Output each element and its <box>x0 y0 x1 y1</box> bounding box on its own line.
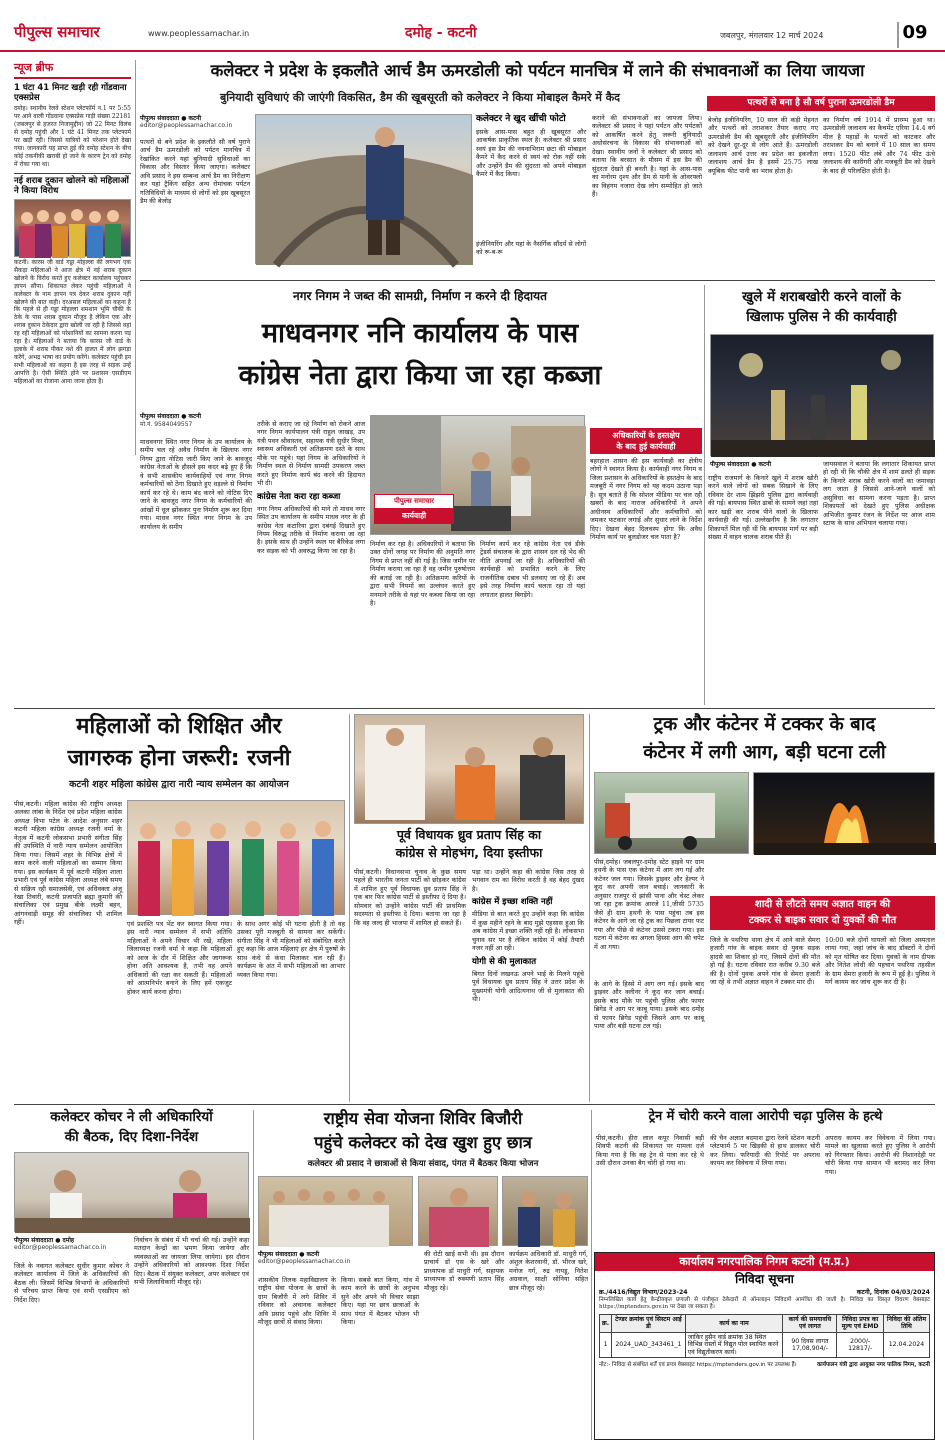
truck-col-1: पीसं,दमोह। जबलपुर-दमोह स्टेट हाइवे पर ग्राम हथनी के पास एक कंटेनर में आग लग गई और कंटेनर जल गया। जिसके ड्राइवर और हेल्पर ने कूद कर अपनी जान बचाई। जानकारी के अनुसार राजपुर से झांसी पाना और चेस्ट लेकर जा रहा ट्रक क्रमांक आरजे 11,जीसी 5735 जैसे ही ग्राम हथनी के पास पहुंचा तब इस कंटेनर के आगे जा रहे ट्रक का पिछला टायर फट गया और पीछे से कंटेनर उससे टकरा गया। इस घटना में कंटेनर का अगला हिस्सा आग की चपेट में आ गया। <box>594 858 707 951</box>
accident-col-1: जिले के पथरिया थाना क्षेत्र में आने वाले सेमरा हजारी गांव के बाइक सवार दो युवक सड़क हादसे का शिकार हो गए, जिसमें दोनों की मौत हो गई है। घटना रविवार रात करीब 9.30 बजे की है। दोनों युवक अपने गांव से सेमरा हजारी जा रहे थे तभी अज्ञात वाहन ने टक्कर मार दी। <box>710 936 823 987</box>
nss-photo-1 <box>258 1176 413 1246</box>
nss-col-1: शासकीय तिलक महाविद्यालय के राष्ट्रीय सेवा योजना के छात्रों के ग्राम बिजौरी में लगे शिविर में रविवार को अचानक कलेक्टर अवि प्रसाद पहुंचे और शिविर में मौजूद छात्रों से संवाद किया। <box>258 1276 339 1327</box>
police-col-1: राष्ट्रीय राजमार्ग के किनारे खुले में शराब खोरी करने वाले लोगों को सबक सिखाने के लिए रविवार देर शाम झिंझरी पुलिस द्वारा कार्यवाही की गई। बायपास स्थित ढाबों के सामने जहां तहां कार खड़ी कर शराब पीने वालों के खिलाफ कार्यवाही की गई। उल्लेखनीय है कि लगातार शिकायतें मिल रही थीं कि बायपास मार्ग पर बड़ी संख्या में वाहन चालक शराब पीते हैं। <box>708 474 821 542</box>
ex-mla-col-2b: मीडिया से बात करते हुए उन्होंने कहा कि कांग्रेस में कुछ महीने रहने के बाद मुझे एहसास हुआ कि अब कांग्रेस में इच्छा शक्ति नहीं रही है। लोकसभा चुनाव सर पर है लेकिन कांग्रेस में कोई तैयारी नजर नहीं आ रही। <box>472 910 584 953</box>
collector-at-dam-photo <box>256 115 473 265</box>
action-badge-label: कार्यवाही <box>375 508 453 523</box>
burnt-truck-photo <box>595 773 750 855</box>
women-col-3: के साथ अगर कोई भी घटना होती है तो वह उसका पूरी मजबूती से सामना कर सकेंगी। संगीता सिंह ने भी महिलाओं को संबोधित करते हुए कहा कि आज महिलाएं हर क्षेत्र में पुरुषों के साथ कंधे से कंधा मिलाकर चल रही हैं। कार्यक्रम के अंत में सभी महिलाओं का आभार व्यक्त किया गया। <box>237 920 348 979</box>
tender-cell: 1 <box>600 1332 612 1357</box>
train-theft-col-2: की चैन अज्ञात बदमाश द्वारा रेलवे स्टेशन कटनी प्लेटफार्म 5 पर खिड़की से हाथ डालकर चोरी कर लिया। फरियादी की रिपोर्ट पर अपराध कायम कर विवेचना में लिया गया। <box>710 1134 823 1168</box>
officials-box-body: बहरहाल शासन की इस कार्यवाही का क्षेत्रीय लोगों ने स्वागत किया है। कार्यवाही नगर निगम व जिला प्रशासन के अधिकारियों के हस्तक्षेप के बाद मजबूरी में नगर निगम को यह कदम उठाना पड़ा है। सूत्र बताते हैं कि सोशल मीडिया पर चल रही खबरों के बाद नाराज अधिकारियों ने अपने अधीनस्थ अधिकारियों और कर्मचारियों को जमकर फटकार लगाई और सुधार लाने के निर्देश दिए। देखना बेहद दिलचस्प होगा कि अवैध निर्माण कार्य पर बुलडोजर चल पाता है? <box>590 457 702 542</box>
officials-box-heading-1: अधिकारियों के हस्तक्षेप <box>612 431 680 440</box>
madhavnagar-byline-text: पीपुल्स संवाददाता ● कटनी <box>140 413 202 420</box>
dam-col-3: इंजीनियरिंग और यहां के नैसर्गिक सौंदर्य से लोगों को रू-ब-रू <box>476 240 589 257</box>
kochar-headline-2: की बैठक, दिए दिशा-निर्देश <box>64 1129 199 1145</box>
truck-headline-2: कंटेनर में लगी आग, बड़ी घटना टली <box>643 742 886 763</box>
officials-box-heading-2: के बाद हुई कार्यवाही <box>616 442 676 451</box>
tender-col-header: निविदा प्रपत्र का मूल्य एवं EMD <box>837 1314 883 1332</box>
collector-with-students-photo <box>503 1177 589 1247</box>
tender-col-header: टेण्डर क्रमांक एवं सिस्टम आई डी <box>612 1314 686 1332</box>
truck-headline-1: ट्रक और कंटेनर में टक्कर के बाद <box>653 714 876 735</box>
masthead <box>0 0 945 52</box>
brief-2-body: कटनी। कारस जी वार्ड गड्डा मोहल्ला की लगभग एक सैकड़ा महिलाओं ने आज क्षेत्र में नई शराब दुकान खोलने के विरोध करते हुए कलेक्टर कार्यालय पहुंचकर ज्ञापन सौंपा। शिकायत लेकर पहुंची महिलाओं ने कलेक्टर के नाम ज्ञापन पत्र देकर शराब दुकान नहीं खोलने की बात कही। दरअसल महिलाओं का कहना है कि पहले से ही गड्डा मोहल्ला शमशान भूमि चौकी के ठेके के पास शराब दुकान मौजूद है लेकिन एक और शराब दुकान ठेकेदार द्वारा खोली जा रही है जिससे वहां रह रही महिलाओं को परेशानियों का सामना करना पड़ रहा है। महिलाओं ने बताया कि कारस जी वार्ड के इलाके में शराब पीकर नशे की हालत में लोग झगड़ा करेंगे, अभद्र भाषा का प्रयोग करेंगे। कलेक्टर पहुंची इन सभी महिलाओं का कहना है इस तरह से सड़क उन्हें आपत्ति है। ऐसी स्थिति होने पर प्रशासन एसडीएम महिलाओं का रोजाना आना जाना होता है। <box>14 259 131 385</box>
officials-box-heading <box>590 428 702 454</box>
dam-article-headline: कलेक्टर ने प्रदेश के इकलौते आर्च डैम ऊमरडोली को पर्यटन मानचित्र में लाने की संभावनाओं का लिया जायजा <box>210 61 865 80</box>
nss-byline <box>258 1250 413 1265</box>
police-headline-2: खिलाफ पुलिस ने की कार्यवाही <box>746 309 897 325</box>
ex-mla-photo <box>354 714 584 824</box>
truck-col-2-visible: के आगे के हिस्से में आग लग गई। इसके बाद ड्राइवर और क्लीनर ने कूद कर जान बचाई। इसके बाद मौके पर पहुंची पुलिस और फायर ब्रिगेड ने आग पर काबू पाया। इसके बाद दमोह से फायर ब्रिगेड पहुंची जिसने आग पर काबू पाया और बड़ी घटना टल गई। <box>594 980 707 1031</box>
nss-col-3: की रोटी खाई सभी थी। इस दौरान प्राचार्य डॉ एस के खरे और प्राध्यापक डॉ माधुरी गर्ग, सहायक प्राध्यापक डॉ रुक्मणी प्रताप सिंह मौजूद रहे। <box>424 1250 507 1292</box>
madhavnagar-col-4: निर्माण कार्य कर रहे कांग्रेस नेता एवं डीके ट्रेडर्स संचालक के द्वारा शासन दल रहे भेद की नीति अपनाई जा रही है। अधिकारियों की कार्यवाही को प्रभावित करने के लिए राजनीतिक दबाव भी डलवाए जा रहे हैं। अब इसे तरह निर्माण कार्य चलता रहा तो यहां लगातार हालत बिगड़ेंगे। <box>480 540 588 599</box>
students-group-photo <box>259 1177 414 1247</box>
brief-2-headline: नई शराब दुकान खोलने को महिलाओं ने किया विरोध <box>14 173 131 196</box>
ex-mla-headline-2: कांग्रेस से मोहभंग, दिया इस्तीफा <box>395 845 543 860</box>
nss-headline-2: पहुंचे कलेक्टर को देख खुश हुए छात्र <box>314 1133 532 1152</box>
madhavnagar-col-2: तरीके से कराए जा रहे निर्माण को रोकने आज नगर निगम कार्यपालन यंत्री राहुल जाखड़, उप यंत्री पवन श्रीवास्तव, सहायक यंत्री सुधीर मिश्रा, स्वास्थ्य अधिकारी एवं अतिक्रमण दस्ते के साथ मौके पर पहुंचे। यहां निगम के अधिकारियों ने निर्माण स्थल से निर्माण सामग्री उपकरण जब्त करते हुए निर्माण कार्य बंद करने की हिदायत भी दी। <box>257 420 365 488</box>
truck-photo-2 <box>753 772 935 854</box>
madhavnagar-headline-2: कांग्रेस नेता द्वारा किया जा रहा कब्जा <box>238 360 602 391</box>
madhavnagar-col-2-wrap <box>257 420 365 700</box>
news-brief-label: न्यूज ब्रीफ <box>14 60 131 79</box>
brief-1-body: दमोह। स्थानीय रेलवे स्टेशन प्लेटफॉर्म न.1 पर 5:55 पर आने वाली गोंडवाना एक्सप्रेस गाड़ी संख्या 22181 (जबलपुर से हजरत निजामुद्दीन) जो 22 मिनट विलंब से दमोह पहुंची और 1 घंटे 41 मिनट तक प्लेटफार्म पर खड़ी रही। जिससे यात्रियों को परेशान होते देखा गया। जानकारी यह प्राप्त हुई की दमोह स्टेशन के बीच कोई तकनीकी खराबी हो जाने के कारण ट्रेन को दमोह में रोका गया था। <box>14 105 131 168</box>
nss-byline-text: पीपुल्स संवाददाता ● कटनी <box>258 1251 320 1258</box>
tender-date: कटनी, दिनांक 04/03/2024 <box>856 1289 930 1296</box>
action-badge-brand: पीपुल्स समाचार <box>393 497 435 505</box>
women-col-2: एवं प्रशस्ति पत्र भेंट कर स्वागत किया गया। इस नारी न्याय सम्मेलन में सभी अतिथि महिलाओं ने अपने विचार भी रखें, महिला जिलाध्यक्ष रजनी वर्मा ने कहा कि महिलाओं को आज के दौर में शिक्षित और जागरूक होना अति आवश्यक है, तभी वह अपने अधिकारों की रक्षा कर सकती हैं। महिलाओं को आत्मनिर्भर बनाने के लिए हमें एकजुट होकर कार्य करना होगा। <box>127 920 235 996</box>
fire-at-night-photo <box>754 773 936 855</box>
kochar-headline-1: कलेक्टर कोचर ने ली अधिकारियों <box>50 1109 213 1125</box>
night-police-raid-photo <box>711 335 935 457</box>
dam-caption-body: इसके आस-पास बहुत ही खूबसूरत और आकर्षक प्राकृतिक स्थल है। कलेक्टर श्री प्रसाद स्वयं इस डैम की नयनाभिराम छटा की मोबाइल कैमरे में कैद करने से स्वयं को रोक नहीं सके और उन्होंने डैम की सुंदरता को अपने मोबाइल कैमरे में कैद किया। <box>476 127 586 179</box>
tender-office-heading: कार्यालय नगरपालिक निगम कटनी (म.प्र.) <box>595 1253 934 1271</box>
tender-title: निविदा सूचना <box>735 1272 794 1286</box>
madhavnagar-col-3: निर्माण कर रहा है। अधिकारियों ने बताया कि उक्त दोनों जगह पर निर्माण की अनुमति नगर निगम से प्राप्त नहीं की गई है। जिस जमीन पर निर्माण कराया जा रहा है वह जमीन पुरुषोत्तम की बताई जा रही है। अतिक्रमण करियों के द्वारा सभी नियमों का उल्लंघन करते हुए मनमाने तरीके से यहां पर कब्जा किया जा रहा है। <box>370 540 478 608</box>
kochar-photo <box>14 1152 249 1232</box>
dam-article-subhead: बुनियादी सुविधाएं की जाएंगी विकसित, डैम की खूबसूरती को कलेक्टर ने किया मोबाइल कैमरे में कैद <box>219 91 621 104</box>
nss-photo-3 <box>502 1176 588 1246</box>
nss-col-2: किया। सबसे बात किया, गांव में काम करने के छात्रों के अनुभव सुने और अपने भी विचार साझा किए। यहां पर छात्र छात्राओं के साथ पंगत में बैठकर भोजन भी किया। <box>341 1276 422 1327</box>
truck-photo-1 <box>594 772 749 854</box>
tender-intro: निम्नलिखित कार्य हेतु केन्द्रीयकृत प्रणाली से पंजीकृत ठेकेदारों से ऑनलाइन निविदायें आमंत्रित की जाती है। निविदा का विस्तृत विवरण वेबसाइट https://mptenders.gov.in पर देखा जा सकता है। <box>599 1297 932 1310</box>
nss-subhead: कलेक्टर श्री प्रसाद ने छात्राओं से किया संवाद, पंगत में बैठकर किया भोजन <box>307 1159 539 1169</box>
kochar-col-1: जिले के नवागत कलेक्टर सुधीर कुमार कोचर ने कलेक्टर कार्यालय में जिले के अधिकारियों की बैठक ली। जिसमें विभिन्न विभागों के अधिकारियों से परिचय प्राप्त किया एवं सभी एसडीएम को निर्देश दिए। <box>14 1262 132 1304</box>
page-number: 09 <box>897 22 931 48</box>
kochar-byline-text: पीपुल्स संवाददाता ● दमोह <box>14 1237 75 1244</box>
ex-mla-subhead-2: योगी से की मुलाकात <box>472 956 537 967</box>
kochar-col-2: निर्वाचन के संबंध में भी चर्चा की गई। उन्होंने कहा मतदान केन्द्रों का भ्रमण किया जायेगा और व्यवस्थाओं का जायजा लिया जायेगा। इस दौरान उन्होंने अधिकारियों को आवश्यक दिशा निर्देश दिए। बैठक में संयुक्त कलेक्टर, अपर कलेक्टर एवं सभी जिलाधिकारी मौजूद रहे। <box>134 1236 252 1287</box>
nss-col-4: कार्यक्रम अधिकारी डॉ. माधुरी गर्ग, अंशुल केशरवानी, डॉ. भीरज खरे, मनोज गर्ग, रुद्र नायडू, नितेश अग्रवाल, साक्षी सोनिया सहित छात्र मौजूद रहे। <box>509 1250 591 1292</box>
dam-col-4: कराने की संभावनाओं का जायजा लिया। कलेक्टर श्री प्रसाद ने यहां पर्यटन और पर्यटकों को आकर्षित करने हेतु जरूरी बुनियादी अधोसंरचना के विकास की संभावनाओं को देखा। स्थानीय जनों ने कलेक्टर श्री प्रसाद को बताया कि बरसात के मौसम में इस डैम की सुंदरता देखते ही बनती है। यहां के आस-पास का मनोरम दृश्य और डैम से पानी के ओवरफ्लो का विहंगम नजारा देख लोग सम्मोहित हो जाते हैं। <box>592 114 705 199</box>
train-theft-col-3: अपराध कायम कर विवेचना में लिया गया। मामले का खुलासा करते हुए पुलिस ने आरोपी को गिरफ्तार किया। आरोपी की निशानदेही पर चोरी किया गया सामान भी बरामद कर लिया गया। <box>825 1134 938 1176</box>
table-row <box>600 1332 930 1357</box>
dam-caption-box <box>476 114 586 224</box>
accident-box-heading <box>710 896 935 930</box>
madhavnagar-subhead: कांग्रेस नेता करा रहा कब्जा <box>257 491 341 502</box>
website: www.peoplessamachar.in <box>148 29 250 38</box>
women-subhead: कटनी शहर महिला कांग्रेस द्वारा नारी न्याय सम्मेलन का आयोजन <box>69 779 289 790</box>
dam-box-col-1: बेजोड़ इंजीनियरिंग, 10 साल की कड़ी मेहनत और पत्थरों को तराशकर तैयार कराए गए ऊमरडोली डैम की खूबसूरती और इंजीनियरिंग को देखने दूर-दूर से लोग आते हैं। ऊमरडोली जलाशय आर्च उत्तर का प्रदेश का इकलौता जलाशय आर्च डैम है इसमें 25.75 लाख क्यूबिक फीट पानी का भराव होता है। <box>708 116 821 175</box>
ex-mla-col-2: पड़ा था। उन्होंने कहा की कांग्रेस जिस तरह से भगवान राम का विरोध करती है वह बेहद दुखद है। <box>472 868 584 893</box>
police-col-2: जायसवाल ने बताया कि लगातार शिकायत प्राप्त हो रही थी कि चौकी क्षेत्र में शाम ढलते ही सड़क के किनारे शराब खोरी करने वालों का जमावड़ा लग जाता है जिससे आने-जाने वालों को असुविधा का सामना करना पड़ता है। प्राप्त शिकायतों को देखते हुए पुलिस अधीक्षक अभिजीत कुमार रंजन के निर्देश पर आज शाम स्टाफ के साथ अभियान चलाया गया। <box>823 460 938 528</box>
protest-women-photo <box>15 200 132 258</box>
tender-cell: 12.04.2024 <box>883 1332 929 1357</box>
dam-byline-text: पीपुल्स संवाददाता ● कटनी <box>140 115 202 122</box>
tender-cell: 2024_UAD_343461_1 <box>612 1332 686 1357</box>
madhavnagar-kicker: नगर निगम ने जब्त की सामग्री, निर्माण न करने दी हिदायत <box>293 289 547 303</box>
ex-mla-meeting-photo <box>355 715 585 825</box>
tender-ref: क्र./4416/विद्युत विभाग/2023-24 <box>599 1289 688 1296</box>
meeting-photo <box>15 1153 250 1233</box>
officials-box <box>590 428 702 703</box>
tender-col-header: कार्य की समयावधि एवं लागत <box>783 1314 837 1332</box>
tender-footer-note: नोट:- निविदा से संबंधित शर्तें एवं प्रपत्र वेबसाइट https://mptenders.gov.in पर उपलब्ध हैं। <box>599 1362 797 1369</box>
women-col-1: पीसं,कटनी। महिला कांग्रेस की राष्ट्रीय अध्यक्ष अलका लांबा के निर्देश एवं प्रदेश महिला कांग्रेस अध्यक्ष विभा पटेल के आदेश अनुसार शहर कटनी महिला कांग्रेस अध्यक्ष रजनी वर्मा के नेतृत्व में कटनी लोकसभा प्रभारी संगीता सिंह की उपस्थिति में नारी न्याय सम्मेलन आयोजित किया गया। जिसमें शहर के विभिन्न क्षेत्रों में काम करने वाली महिलाओं का सम्मान किया गया। इस कार्यक्रम में पूर्व कटनी महिला शाला प्रभारी एवं पूर्व कांग्रेस महिला अध्यक्ष लंबे समय से सक्रिय रही समाजसेवी, एवं अधिवक्ता अंजू रेखा तिवारी, कटनी प्रजापति ब्रह्मा कुमारी की संचालिका एवं प्रमुख बीके लक्ष्मी बहन, आंगनवाड़ी समूह की संचालिका भी शामिल रहीं। <box>14 800 125 927</box>
ex-mla-subhead-1: कांग्रेस में इच्छा शक्ति नहीं <box>472 897 553 908</box>
news-brief-sidebar <box>14 60 131 455</box>
section-title: दमोह - कटनी <box>405 25 477 41</box>
dam-byline <box>140 114 250 129</box>
tender-notice <box>594 1252 935 1440</box>
tender-table <box>599 1314 930 1358</box>
nss-headline-1: राष्ट्रीय सेवा योजना शिविर बिजौरी <box>323 1109 523 1128</box>
tender-signatory: कार्यपालन यंत्री द्वारा आयुक्त नगर पालिक निगम, कटनी <box>816 1362 930 1369</box>
tender-cell: 2000/- 12817/- <box>837 1332 883 1357</box>
dam-photo <box>255 114 472 264</box>
nss-photo-2 <box>418 1176 498 1246</box>
police-headline-1: खुले में शराबखोरी करने वालों के <box>742 289 901 305</box>
ex-mla-headline-1: पूर्व विधायक ध्रुव प्रताप सिंह का <box>396 827 542 842</box>
tender-col-header: क्र. <box>600 1314 612 1332</box>
accident-box-heading-1: शादी से लौटते समय अज्ञात वाहन की <box>754 899 891 910</box>
ex-mla-col-1: पीसं,कटनी। विधानसभा चुनाव के कुछ समय पहले ही भारतीय जनता पार्टी को छोड़कर कांग्रेस में शामिल हुए पूर्व विधायक ध्रुव प्रताप सिंह ने एक बार फिर कांग्रेस पार्टी से इस्तीफा दे दिया है। सोमवार को उन्होंने कांग्रेस पार्टी की प्राथमिक सदस्यता से इस्तीफा दे दिया। बताया जा रहा है कि वह जल्द ही भाजपा में शामिल हो सकते हैं। <box>354 868 469 927</box>
dam-box-heading: पत्थरों से बना है सौ वर्ष पुराना ऊमरडोली डैम <box>707 96 935 111</box>
accident-box-heading-2: टक्कर से बाइक सवार दो युवकों की मौत <box>748 915 897 926</box>
dam-box-col-2: का निर्माण वर्ष 1914 में प्रारम्भ हुआ था। ऊमरडोली जलाशय का कैचमेंट एरिया 14.4 वर्ग मील है पहाड़ों के पत्थरों को काटकर और तराशकर डैम को बनाने में 10 साल का समय लगा। 1520 फीट लंबे और 74 फीट ऊंचे जलाशय की कारीगरी और मजबूती डैम को देखने के बाद ही परिलक्षित होती है। <box>823 116 938 175</box>
dateline: जबलपुर, मंगलवार 12 मार्च 2024 <box>720 31 824 40</box>
madhavnagar-phone: मो.नं. 9584049557 <box>140 421 193 428</box>
madhavnagar-col-2b: नगर निगम अधिकारियों की माने तो माधव नगर स्थित उप कार्यालय के समीप माधव नगर के ही कांग्रेस नेता कटारिया द्वारा दबंगई दिखाते हुए नियम विरुद्ध तरीके से निर्माण कराया जा रहा है। इसके साथ ही उन्होंने स्थल पर बैरिकेड लगा कर सड़क को भी अवरुद्ध किया जा रहा है। <box>257 504 365 555</box>
police-photo <box>710 334 934 456</box>
dam-caption-title: कलेक्टर ने खुद खींची फोटो <box>476 114 566 124</box>
accident-col-2: 10:00 बजे दोनों घायलों को जिला अस्पताल लाया गया, जहां जांच के बाद डॉक्टरों ने दोनों को मृत घोषित कर दिया। युवकों के नाम दीपक और नितेश लोधी की पहचान पथरिया तहसील के ग्राम सेमरा हजारी के रूप में हुई है। पुलिस ने मर्ग कायम कर जांच शुरू कर दी है। <box>825 936 938 987</box>
tender-col-header: कार्य का नाम <box>685 1314 783 1332</box>
kochar-byline-email: editor@peoplessamachar.co.in <box>14 1244 107 1251</box>
ex-mla-col-2c: बिगत दिनों लखनऊ अपने भाई के मिलने पहुंचे पूर्व विधायक ध्रुव प्रताप सिंह ने उत्तर प्रदेश के मुख्यमंत्री योगी आदित्यनाथ जी से मुलाकात की थी। <box>472 969 584 1003</box>
tender-col-header: निविदा की अंतिम तिथि <box>883 1314 929 1332</box>
brief-1-headline: 1 घंटा 41 मिनट खड़ी रही गोंडवाना एक्सप्रेस <box>14 83 127 104</box>
tender-cell: 90 दिवस लागत 17,08,904/- <box>783 1332 837 1357</box>
train-theft-headline: ट्रेन में चोरी करने वाला आरोपी चढ़ा पुलिस के हत्थे <box>648 1109 883 1124</box>
madhavnagar-byline <box>140 412 270 428</box>
tender-cell: जाकिर हुसैन वार्ड क्रमांक 38 स्थित विभिन्न रास्तों में विद्युत पोल स्थापित करने एवं विद्युतीकरण कार्य। <box>685 1332 783 1357</box>
brand-logo: पीपुल्स समाचार <box>14 23 100 41</box>
police-byline: पीपुल्स संवाददाता ● कटनी <box>710 461 772 468</box>
women-headline-2: जागरुक होना जरूरी: रजनी <box>67 746 291 771</box>
brief-2-photo <box>14 199 131 257</box>
dam-col-1: पत्थरों से बने प्रदेश के इकलौते सौ वर्ष पुराने आर्च डैम ऊमरडोली को पर्यटन मानचित्र में रेखांकित करने यहां बुनियादी सुविधाओं का विकास और विस्तार किया जाएगा। कलेक्टर अवि प्रसाद ने इस सम्बन्ध आर्च डैम का निरीक्षण कर यहां ट्रैकिंग सहित अन्य रोमांचक पर्यटन गतिविधियों के माध्यम से लोगों को इस खूबसूरत डैम की बेजोड़ <box>140 138 253 206</box>
students-meal-photo <box>419 1177 499 1247</box>
women-award-ceremony-photo <box>128 801 346 916</box>
dam-byline-email: editor@peoplessamachar.co.in <box>140 122 233 129</box>
nss-byline-email: editor@peoplessamachar.co.in <box>258 1258 351 1265</box>
ex-mla-col-2-wrap <box>472 868 584 1100</box>
train-theft-col-1: पीसं,कटनी। हीरा लाल कपूर निवासी बड़ी शिवपी कटनी की शिकायत पर मामला दर्ज किया गया है कि वह ट्रेन से यात्रा कर रहे थे उसी दौरान उनका बैग चोरी हो गया था। <box>596 1134 707 1168</box>
madhavnagar-headline-1: माधवनगर ननि कार्यालय के पास <box>261 318 579 349</box>
action-badge <box>374 494 454 524</box>
women-headline-1: महिलाओं को शिक्षित और <box>76 714 282 739</box>
women-photo <box>127 800 345 915</box>
madhavnagar-col-1: माधवनगर स्थित नगर निगम के उप कार्यालय के समीप चल रहे अवैध निर्माण के खिलाफ नगर निगम द्वारा नोटिस जारी किए जाने के बावजूद कांग्रेस नेताओं के हौसले इस कदर बढ़े हुए हैं कि वे सभी शासकीय कार्यवाहियों एवं नगर निगम कर्मचारियों को ठेंगा दिखाते हुए धड़ल्ले से निर्माण कार्य कर रहे थे। काम बंद करने को नोटिस दिए जाने के बावजूद नगर निगम के कर्मचारियों की आंखों में धूल झोंककर पुनः निर्माण शुरू कर दिया गया। माधव नगर स्थित नगर निगम के उप कार्यालय के समीप <box>140 438 255 531</box>
